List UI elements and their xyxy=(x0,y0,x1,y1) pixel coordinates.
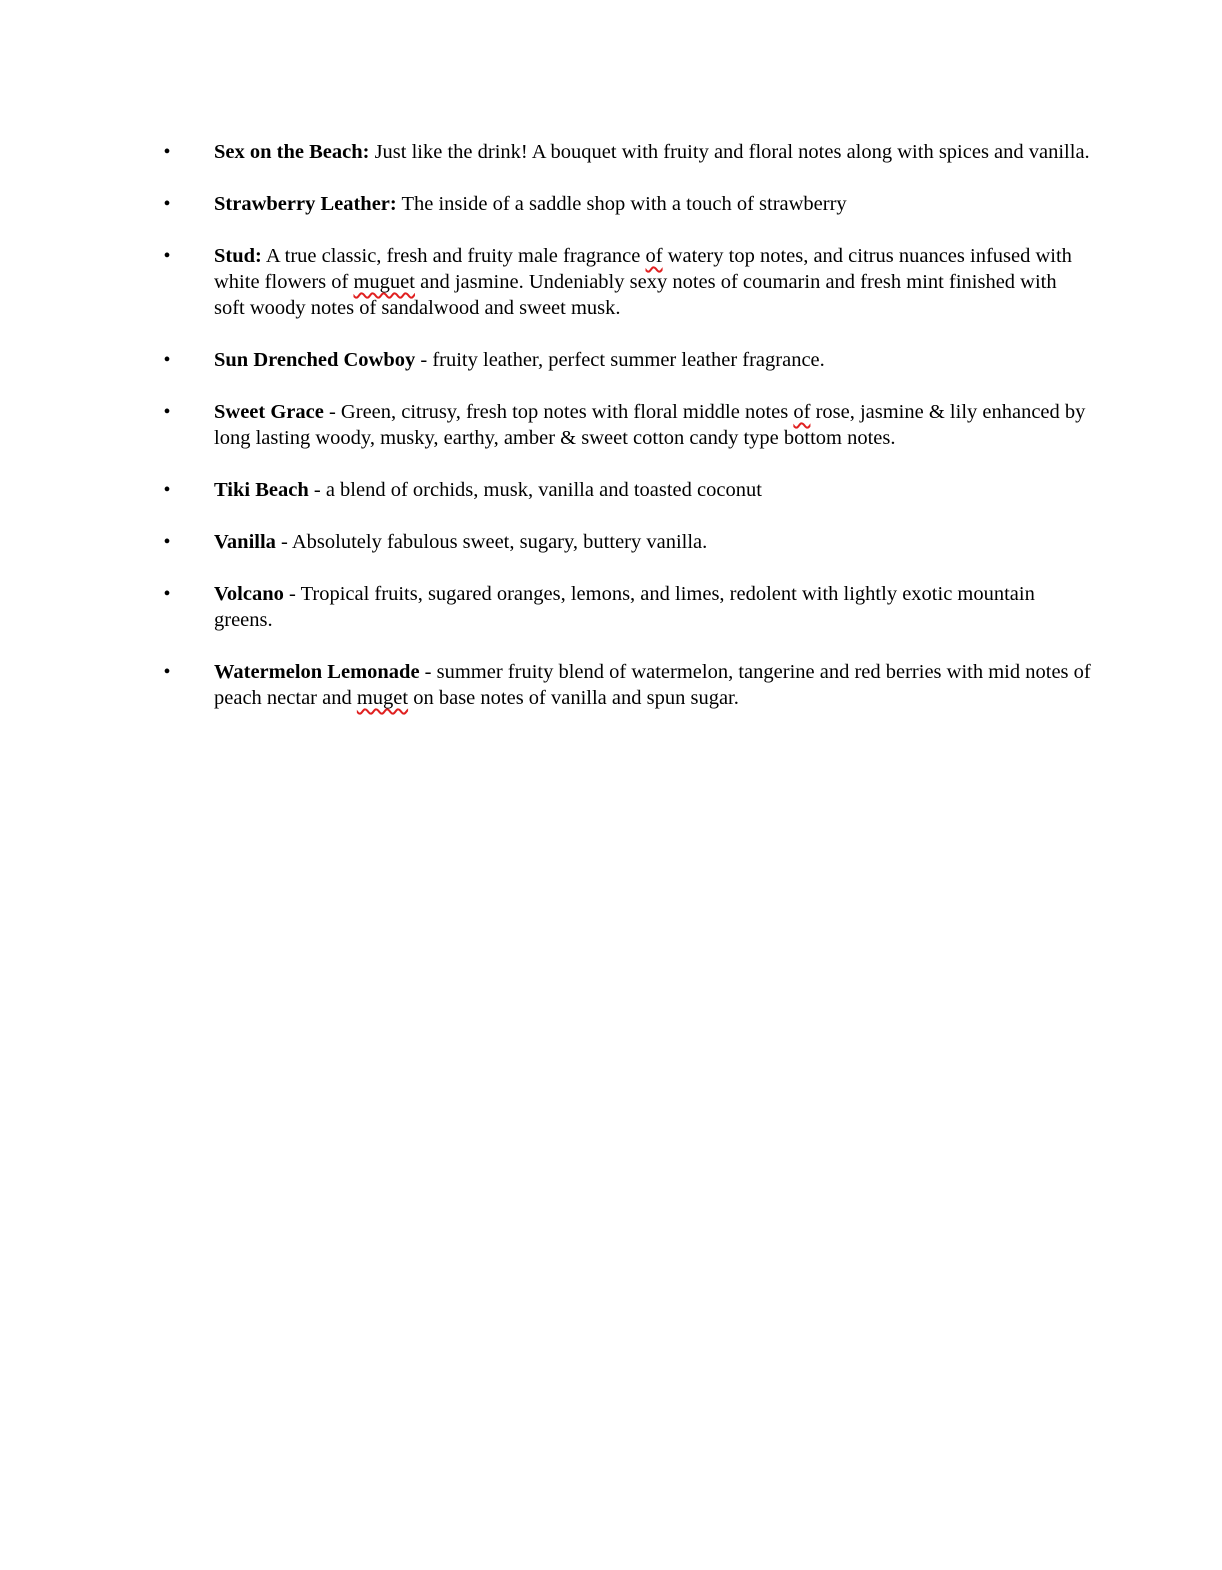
fragrance-name: Sweet Grace xyxy=(214,401,324,423)
bullet-icon: • xyxy=(163,349,171,371)
fragrance-name: Stud: xyxy=(214,245,262,267)
fragrance-description: - Tropical fruits, sugared oranges, lemons, and limes, redolent with lightly exotic mountain greens. xyxy=(214,583,1035,631)
fragrance-description: - Absolutely fabulous sweet, sugary, buttery vanilla. xyxy=(275,531,708,553)
bullet-icon: • xyxy=(163,479,171,501)
fragrance-name: Strawberry Leather: xyxy=(214,193,397,215)
fragrance-description: - summer fruity blend of watermelon, tangerine and red berries with mid notes of peach nectar and xyxy=(214,661,1091,709)
fragrance-description: rose, jasmine & lily enhanced by long lasting woody, musky, earthy, amber & sweet cotton candy type bottom notes. xyxy=(214,401,1086,449)
bullet-icon: • xyxy=(163,531,171,553)
bullet-icon: • xyxy=(163,583,171,605)
fragrance-description: - a blend of orchids, musk, vanilla and toasted coconut xyxy=(308,479,762,501)
fragrance-name: Sun Drenched Cowboy xyxy=(214,349,416,371)
fragrance-name: Volcano xyxy=(214,583,284,605)
list-item xyxy=(0,347,1222,373)
list-item xyxy=(0,139,1222,165)
list-item xyxy=(0,399,1222,451)
list-item xyxy=(0,191,1222,217)
list-item xyxy=(0,243,1222,321)
fragrance-description: and jasmine. Undeniably sexy notes of coumarin and fresh mint finished with soft woody notes of sandalwood and sweet musk. xyxy=(214,271,1057,319)
list-item xyxy=(0,529,1222,555)
fragrance-description: A true classic, fresh and fruity male fragrance xyxy=(261,245,646,267)
spellcheck-flagged-word[interactable]: of xyxy=(793,401,811,423)
list-item xyxy=(0,659,1222,711)
fragrance-description: - fruity leather, perfect summer leather fragrance. xyxy=(415,349,825,371)
bullet-icon: • xyxy=(163,193,171,215)
fragrance-name: Tiki Beach xyxy=(214,479,309,501)
fragrance-description: - Green, citrusy, fresh top notes with floral middle notes xyxy=(323,401,794,423)
bullet-icon: • xyxy=(163,141,171,163)
spellcheck-flagged-word[interactable]: muguet xyxy=(353,271,415,293)
fragrance-description: Just like the drink! A bouquet with fruity and floral notes along with spices and vanilla. xyxy=(369,141,1090,163)
fragrance-name: Sex on the Beach: xyxy=(214,141,370,163)
fragrance-name: Watermelon Lemonade xyxy=(214,661,420,683)
fragrance-description: watery top notes, and citrus nuances infused with white flowers of xyxy=(214,245,1072,293)
fragrance-description: The inside of a saddle shop with a touch of strawberry xyxy=(396,193,847,215)
bullet-icon: • xyxy=(163,245,171,267)
list-item xyxy=(0,581,1222,633)
spellcheck-flagged-word[interactable]: of xyxy=(645,245,663,267)
fragrance-name: Vanilla xyxy=(214,531,276,553)
spellcheck-flagged-word[interactable]: muget xyxy=(356,687,409,709)
fragrance-description: on base notes of vanilla and spun sugar. xyxy=(408,687,739,709)
bullet-icon: • xyxy=(163,661,171,683)
bullet-icon: • xyxy=(163,401,171,423)
fragrance-list xyxy=(0,139,1222,737)
list-item xyxy=(0,477,1222,503)
